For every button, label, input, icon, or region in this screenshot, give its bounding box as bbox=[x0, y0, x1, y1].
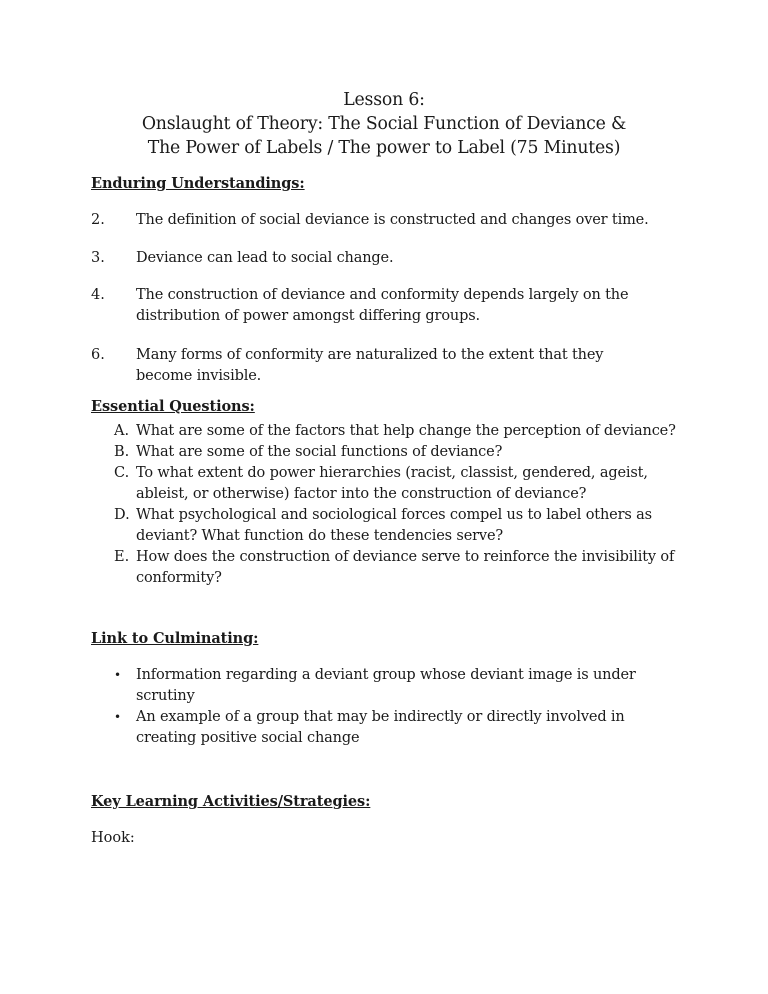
item-text: Deviance can lead to social change. bbox=[136, 250, 394, 266]
item-number: 4. bbox=[91, 287, 105, 303]
item-text: What psychological and sociological forces compel us to label others as deviant? What function do these tendencies serve? bbox=[136, 507, 652, 544]
lesson-title-line-1: Onslaught of Theory: The Social Function of Deviance & bbox=[141, 114, 627, 134]
item-text: Many forms of conformity are naturalized to the extent that they become invisible. bbox=[136, 347, 604, 384]
hook-label: Hook: bbox=[91, 830, 135, 846]
lesson-title-line-2: The Power of Labels / The power to Label (75 Minutes) bbox=[147, 138, 621, 158]
item-text: The construction of deviance and conformity depends largely on the distribution of power amongst differing groups. bbox=[136, 287, 629, 324]
item-text: Information regarding a deviant group whose deviant image is under scrutiny bbox=[136, 667, 636, 704]
item-text: The definition of social deviance is constructed and changes over time. bbox=[136, 212, 649, 228]
enduring-understandings-heading: Enduring Understandings: bbox=[91, 175, 305, 192]
item-text: What are some of the social functions of deviance? bbox=[136, 444, 503, 460]
bullet-icon: • bbox=[114, 668, 122, 682]
item-letter: C. bbox=[114, 465, 130, 481]
item-number: 2. bbox=[91, 212, 105, 228]
item-text: To what extent do power hierarchies (racist, classist, gendered, ageist, ableist, or otherwise) factor into the construction of deviance? bbox=[136, 465, 648, 502]
item-text: How does the construction of deviance serve to reinforce the invisibility of conformity? bbox=[136, 549, 675, 586]
item-letter: A. bbox=[114, 423, 130, 439]
key-learning-activities-heading: Key Learning Activities/Strategies: bbox=[91, 793, 371, 810]
item-letter: D. bbox=[114, 507, 130, 523]
item-number: 3. bbox=[91, 250, 105, 266]
item-letter: B. bbox=[114, 444, 130, 460]
essential-questions-heading: Essential Questions: bbox=[91, 398, 255, 415]
bullet-icon: • bbox=[114, 710, 122, 724]
item-number: 6. bbox=[91, 347, 105, 363]
item-letter: E. bbox=[114, 549, 130, 565]
link-to-culminating-heading: Link to Culminating: bbox=[91, 630, 259, 647]
item-text: What are some of the factors that help change the perception of deviance? bbox=[136, 423, 676, 439]
lesson-number: Lesson 6: bbox=[343, 90, 425, 110]
item-text: An example of a group that may be indirectly or directly involved in creating positive social change bbox=[136, 709, 625, 746]
